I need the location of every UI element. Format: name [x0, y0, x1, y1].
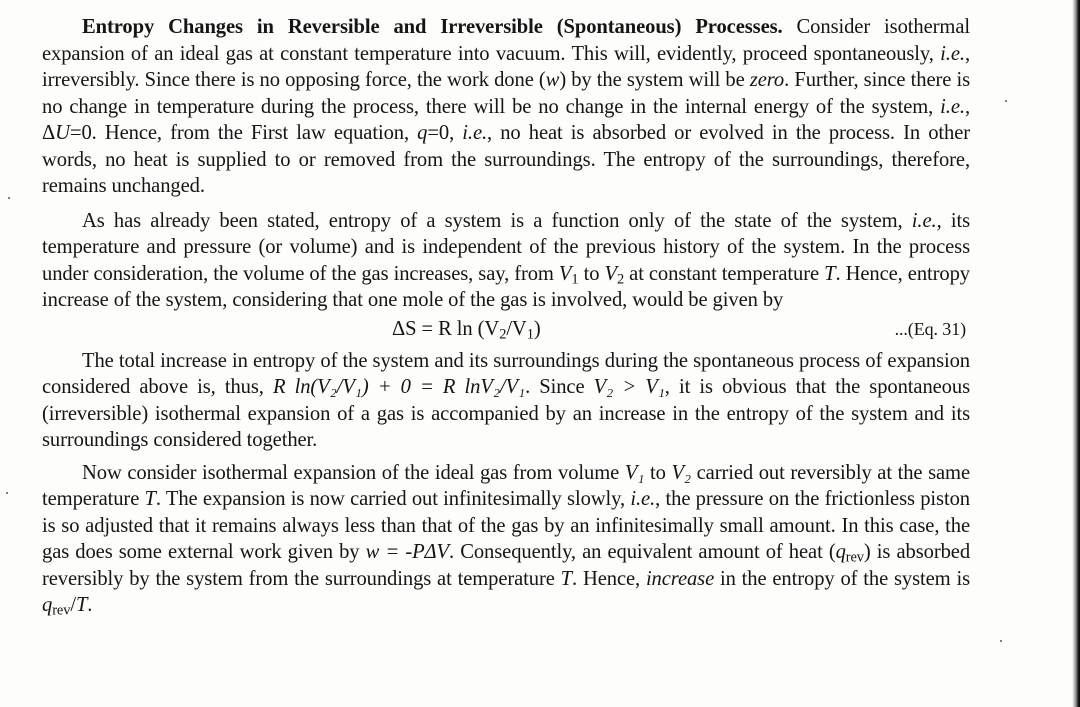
text-run: As has already been stated, entropy of a system is a function only of the state of the system,: [82, 209, 912, 232]
text-run: The total increase in entropy of the system and its surroundings during the spontaneous process of expansion considered above is, thus,: [42, 349, 970, 398]
subscript: 1: [526, 326, 534, 343]
text-run: . Since: [525, 376, 594, 398]
text-run: i.e.: [462, 122, 488, 144]
text-body: [42, 14, 970, 619]
text-run: Consider isothermal expansion of an ideal gas at constant temperature into vacuum. This will, evidently, proceed spontaneously,: [42, 16, 970, 65]
section-heading: Entropy Changes in Reversible and Irreversible (Spontaneous) Processes.: [82, 16, 783, 38]
text-run: , it is obvious that the spontaneous (irreversible) isothermal expansion of a gas is accompanied by an increase in the entropy of the system and its surroundings considered together.: [42, 376, 970, 451]
subscript: 2: [616, 271, 625, 288]
paragraph-3: [42, 348, 970, 454]
text-run: V: [604, 262, 617, 285]
text-run: ) by the system will be: [559, 69, 750, 91]
text-run: T: [560, 567, 573, 590]
text-run: T: [824, 262, 836, 285]
text-run: U: [55, 122, 70, 144]
text-run: V₁: [624, 461, 645, 484]
text-run: q: [417, 122, 428, 144]
text-run: to: [578, 262, 605, 285]
equation: [392, 316, 541, 343]
text-run: . Further, since there is no change in temperature during the process, there will be no change in the internal energy of the system,: [42, 69, 970, 118]
book-spine-shadow: [1072, 0, 1080, 707]
text-run: , irreversibly. Since there is no opposing force, the work done (: [42, 42, 970, 91]
text-run: . The expansion is now carried out infinitesimally slowly,: [155, 488, 631, 510]
scan-speck: [1005, 100, 1007, 102]
subscript: 2: [499, 326, 507, 343]
text-run: carried out reversibly at the same temperature: [42, 461, 971, 510]
paragraph-1: [42, 14, 970, 200]
text-run: V: [558, 262, 572, 285]
text-run: .: [87, 594, 93, 616]
text-run: , Δ: [42, 95, 970, 144]
text-run: Now consider isothermal expansion of the ideal gas from volume: [82, 461, 625, 484]
text-run: V₂: [671, 461, 691, 484]
equation-number: ...(Eq. 31): [894, 318, 966, 339]
text-run: . Hence,: [572, 567, 646, 590]
text-run: i.e.: [940, 42, 965, 65]
text-run: i.e.: [940, 95, 965, 118]
scan-speck: [6, 492, 8, 494]
paragraph-2: [42, 208, 970, 314]
text-run: i.e.: [911, 209, 937, 232]
text-run: , its temperature and pressure (or volume) and is independent of the previous history of the system. In the process under consideration, the volume of the gas increases, say, from: [42, 209, 970, 285]
equation-text: /V: [506, 317, 527, 340]
text-run: , no heat is absorbed or evolved in the process. In other words, no heat is supplied to or removed from the surroundings. The entropy of the surroundings, therefore, remains unchanged.: [42, 122, 971, 197]
text-run: /: [70, 594, 76, 616]
text-run: to: [644, 461, 672, 484]
equation-text: ΔS = R ln (V: [392, 317, 500, 340]
equation-text: ): [533, 317, 541, 340]
text-run: . Consequently, an equivalent amount of heat (: [449, 541, 836, 563]
text-run: R ln(V₂/V₁) + 0 = R lnV₂/V₁: [272, 376, 526, 398]
text-run: q: [835, 541, 846, 563]
text-run: in the entropy of the system is: [714, 567, 970, 590]
text-run: at constant temperature: [624, 262, 825, 285]
text-run: =0,: [427, 122, 463, 144]
paragraph-4: [42, 460, 970, 619]
text-run: =0. Hence, from the First law equation,: [69, 122, 418, 144]
subscript: rev: [845, 549, 864, 566]
text-run: q: [42, 594, 53, 616]
text-run: . Hence, entropy increase of the system, considering that one mole of the gas is involved, would be given by: [42, 262, 970, 311]
text-run: i.e.: [630, 488, 656, 510]
text-run: w: [545, 69, 560, 91]
scan-speck: [1000, 640, 1002, 642]
text-run: V₂ > V₁: [593, 376, 665, 398]
equation-line: [42, 316, 970, 346]
text-run: , the pressure on the frictionless piston is so adjusted that it remains always less than that of the gas by an infinitesimally small amount. In this case, the gas does some external work given by: [42, 488, 970, 563]
scan-speck: [8, 197, 10, 199]
text-run: zero: [749, 69, 785, 91]
text-run: increase: [645, 567, 715, 590]
subscript: 1: [571, 271, 579, 288]
subscript: rev: [52, 602, 71, 619]
text-run: w = -PΔV: [365, 541, 450, 563]
text-run: T: [75, 594, 88, 616]
text-run: T: [144, 488, 156, 510]
text-run: ) is absorbed reversibly by the system from the surroundings at temperature: [42, 541, 971, 590]
